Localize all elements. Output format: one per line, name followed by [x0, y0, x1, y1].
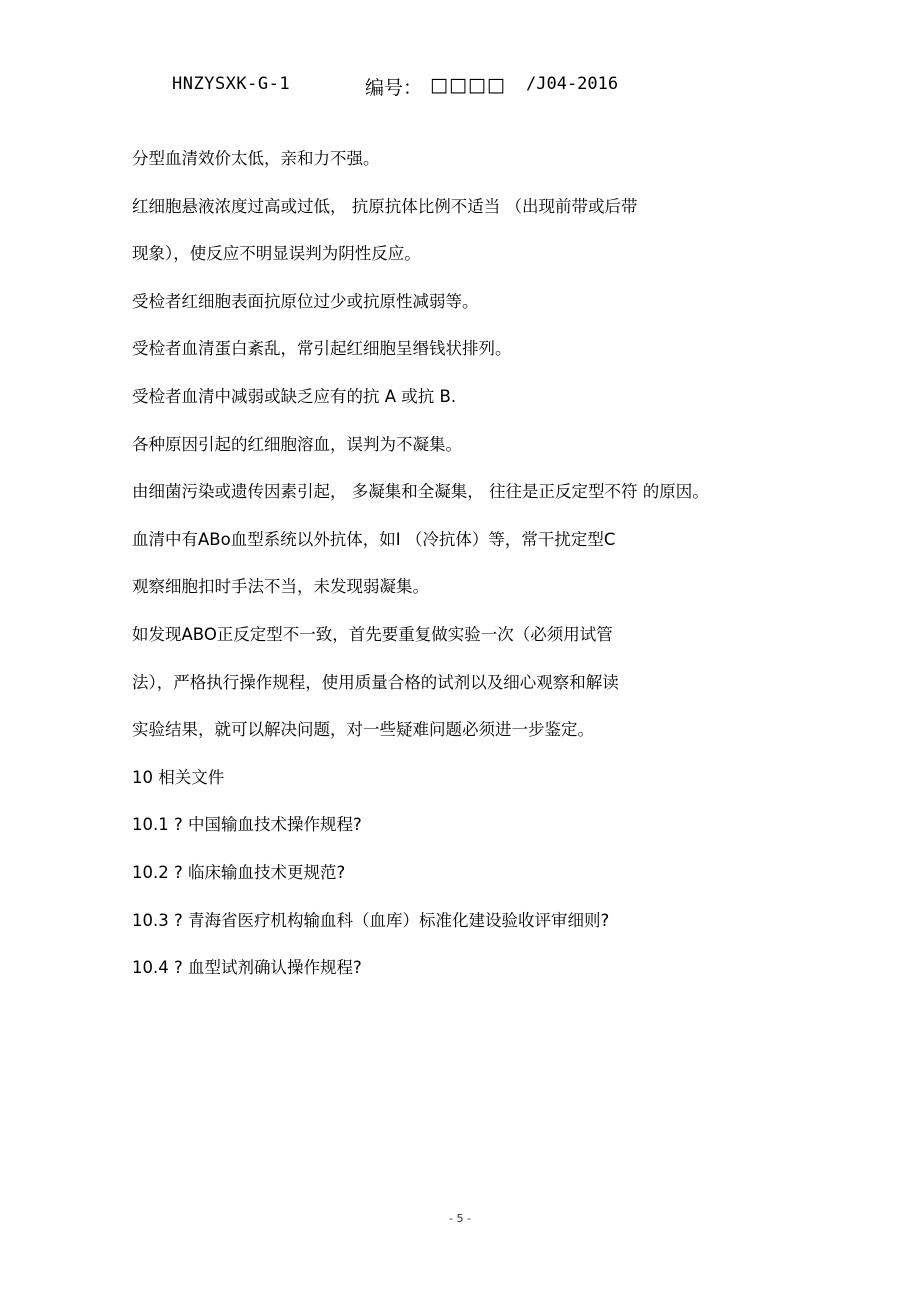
section-heading: 10 相关文件 [132, 767, 225, 787]
reference-item: 10.3 ? 青海省医疗机构输血科（血库）标准化建设验收评审细则? [132, 910, 610, 930]
text-line: 实验结果，就可以解决问题，对一些疑难问题必须进一步鉴定。 [132, 720, 594, 740]
text-line: 分型血清效价太低，亲和力不强。 [132, 149, 380, 168]
document-body [132, 146, 832, 1003]
number-boxes: □□□□ [430, 74, 506, 96]
text-line: 观察细胞扣时手法不当，未发现弱凝集。 [132, 577, 429, 597]
text-line: 受检者红细胞表面抗原位过少或抗原性减弱等。 [132, 291, 479, 311]
page-number: - 5 - [449, 1212, 471, 1225]
text-line: 受检者血清蛋白紊乱，常引起红细胞呈缗钱状排列。 [132, 339, 512, 359]
text-line: 由细菌污染或遗传因素引起， 多凝集和全凝集， 往往是正反定型不符 的原因。 [132, 482, 709, 502]
text-line: 现象），使反应不明显误判为阴性反应。 [132, 244, 421, 264]
number-suffix: /J04-2016 [526, 74, 619, 94]
reference-item: 10.4 ? 血型试剂确认操作规程? [132, 958, 362, 978]
text-line: 血清中有ABo血型系统以外抗体，如I （冷抗体）等，常干扰定型C [132, 529, 616, 549]
text-line: 各种原因引起的红细胞溶血，误判为不凝集。 [132, 434, 462, 454]
reference-item: 10.2 ? 临床输血技术更规范? [132, 862, 346, 882]
text-line: 受检者血清中减弱或缺乏应有的抗 A 或抗 B. [132, 386, 457, 406]
number-label: 编号： [365, 77, 423, 99]
text-line: 红细胞悬液浓度过高或过低， 抗原抗体比例不适当 （出现前带或后带 [132, 196, 638, 216]
text-line: 如发现ABO正反定型不一致，首先要重复做实验一次（必须用试管 [132, 624, 613, 644]
text-line: 法），严格执行操作规程，使用质量合格的试剂以及细心观察和解读 [132, 672, 619, 692]
document-code: HNZYSXK-G-1 [172, 74, 291, 94]
page-header [0, 74, 920, 100]
reference-item: 10.1 ? 中国输血技术操作规程? [132, 815, 362, 835]
